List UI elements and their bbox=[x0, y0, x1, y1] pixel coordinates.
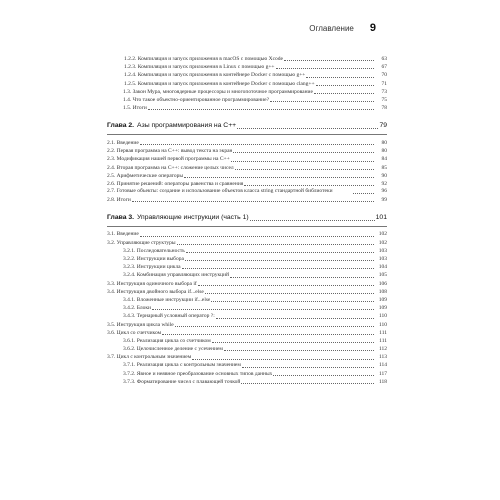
toc-entry[interactable] bbox=[107, 104, 387, 112]
toc-entry[interactable] bbox=[107, 188, 387, 196]
toc-entry-page: 111 bbox=[379, 329, 387, 336]
toc-entry[interactable] bbox=[107, 280, 387, 288]
leader-dots bbox=[140, 144, 374, 145]
toc-entry-label: 2.7. Готовые объекты: создание и использование объектов класса string стандартной библиотеки bbox=[107, 188, 333, 195]
toc-entry-page: 109 bbox=[378, 305, 387, 312]
toc-entry[interactable] bbox=[107, 321, 387, 329]
toc-entry-label: 3.2.3. Инструкции цикла bbox=[123, 264, 181, 271]
chapter-divider bbox=[107, 226, 387, 227]
leader-dots bbox=[212, 342, 374, 343]
toc-entry-page: 75 bbox=[381, 96, 387, 103]
toc-entry[interactable] bbox=[107, 353, 387, 361]
toc-entry[interactable] bbox=[107, 80, 387, 88]
chapter-2-number: Глава 2. bbox=[107, 122, 135, 130]
toc-entry-label: 3.6.1. Реализация цикла со счетчиком bbox=[123, 337, 211, 344]
leader-dots bbox=[314, 93, 374, 94]
toc-entry-label: 2.6. Принятие решений: операторы равенства и сравнения bbox=[107, 180, 244, 187]
leader-dots bbox=[233, 152, 374, 153]
toc-entry-page: 105 bbox=[378, 272, 387, 279]
page-number: 9 bbox=[369, 22, 376, 34]
leader-dots bbox=[224, 350, 374, 351]
toc-entry-page: 114 bbox=[378, 362, 387, 369]
toc-entry[interactable] bbox=[107, 164, 387, 172]
toc-entry-label: 2.5. Арифметические операторы bbox=[107, 172, 184, 179]
toc-entry-page: 112 bbox=[378, 346, 387, 353]
chapter-3-heading[interactable] bbox=[107, 213, 387, 223]
toc-entry-page: 96 bbox=[381, 188, 387, 195]
leader-dots bbox=[284, 60, 374, 61]
toc-entry-page: 73 bbox=[381, 88, 387, 95]
toc-entry[interactable] bbox=[107, 378, 387, 386]
toc-entry-page: 85 bbox=[381, 164, 387, 171]
toc-entry-label: 1.2.3. Компиляция и запуск приложения в Linux с помощью g++ bbox=[124, 64, 275, 71]
leader-dots bbox=[230, 277, 374, 278]
toc-entry-label: 3.2.1. Последовательность bbox=[123, 247, 185, 254]
leader-dots bbox=[198, 285, 374, 286]
toc-entry-label: 2.1. Введение bbox=[107, 139, 139, 146]
toc-entry-page: 84 bbox=[381, 156, 387, 163]
toc-entry[interactable] bbox=[107, 196, 387, 204]
toc-entry[interactable] bbox=[107, 71, 387, 79]
toc-entry[interactable] bbox=[107, 239, 387, 247]
toc-entry-label: 3.7.1. Реализация цикла с контрольным значением bbox=[123, 362, 241, 369]
leader-dots bbox=[140, 236, 374, 237]
toc-entry-page: 110 bbox=[378, 321, 387, 328]
toc-entry-page: 109 bbox=[378, 296, 387, 303]
toc-entry[interactable] bbox=[107, 96, 387, 104]
toc-entry[interactable] bbox=[107, 231, 387, 239]
leader-dots bbox=[237, 128, 378, 129]
toc-entry-label: 3.3. Инструкция одиночного выбора if bbox=[107, 280, 197, 287]
leader-dots bbox=[276, 68, 374, 69]
toc-entry-label: 3.7.3. Форматирование чисел с плавающей точкой bbox=[123, 378, 241, 385]
toc-entry-label: 3.4.2. Блоки bbox=[123, 305, 151, 312]
leader-dots bbox=[316, 85, 374, 86]
toc-entry-page: 102 bbox=[378, 239, 387, 246]
table-of-contents bbox=[107, 55, 387, 386]
page-header bbox=[309, 22, 376, 34]
toc-entry-label: 3.4.3. Тернарный условный оператор ?: bbox=[123, 313, 215, 320]
leader-dots bbox=[235, 169, 374, 170]
toc-entry-label: 3.7.2. Явное и неявное преобразование основных типов данных bbox=[123, 370, 273, 377]
chapter-2-title: Азы программирования на C++ bbox=[137, 122, 237, 130]
toc-entry-label: 3.1. Введение bbox=[107, 231, 139, 238]
toc-entry-page: 80 bbox=[381, 139, 387, 146]
chapter-3-number: Глава 3. bbox=[107, 213, 135, 221]
toc-entry-label: 2.4. Вторая программа на C++: сложение целых чисел bbox=[107, 164, 234, 171]
toc-entry-label: 2.2. Первая программа на C++: вывод текста на экран bbox=[107, 148, 233, 155]
toc-entry-label: 3.5. Инструкция цикла while bbox=[107, 321, 174, 328]
leader-dots bbox=[270, 101, 374, 102]
toc-entry[interactable] bbox=[107, 345, 387, 353]
leader-dots bbox=[182, 268, 374, 269]
toc-entry[interactable] bbox=[107, 247, 387, 255]
toc-entry-page: 117 bbox=[378, 370, 387, 377]
toc-entry[interactable] bbox=[107, 139, 387, 147]
toc-entry-page: 113 bbox=[378, 354, 387, 361]
leader-dots bbox=[152, 309, 374, 310]
running-title: Оглавление bbox=[309, 24, 354, 33]
toc-entry[interactable] bbox=[107, 180, 387, 188]
leader-dots bbox=[177, 244, 374, 245]
toc-entry-page: 103 bbox=[378, 247, 387, 254]
toc-entry-label: 3.4.1. Вложенные инструкции if...else bbox=[123, 296, 211, 303]
leader-dots bbox=[306, 77, 374, 78]
toc-entry-label: 1.3. Закон Мура, многоядерные процессоры и многопоточное программирование bbox=[123, 88, 313, 95]
toc-entry-page: 108 bbox=[378, 288, 387, 295]
toc-entry[interactable] bbox=[107, 271, 387, 279]
toc-entry-page: 71 bbox=[381, 80, 387, 87]
chapter-2-entries bbox=[107, 139, 387, 204]
toc-entry[interactable] bbox=[107, 288, 387, 296]
leader-dots bbox=[241, 383, 374, 384]
toc-entry-page: 80 bbox=[381, 148, 387, 155]
toc-entry-page: 118 bbox=[378, 378, 387, 385]
toc-entry[interactable] bbox=[107, 312, 387, 320]
toc-entry[interactable] bbox=[107, 255, 387, 263]
toc-entry[interactable] bbox=[107, 329, 387, 337]
toc-entry-page: 111 bbox=[379, 337, 387, 344]
toc-entry-label: 3.2.2. Инструкции выбора bbox=[123, 256, 184, 263]
toc-entry-page: 103 bbox=[378, 256, 387, 263]
toc-entry-label: 3.6.2. Целочисленное деление с усечением bbox=[123, 346, 223, 353]
leader-dots bbox=[205, 293, 374, 294]
toc-entry[interactable] bbox=[107, 88, 387, 96]
toc-entry-label: 2.3. Модификация нашей первой программы на C++ bbox=[107, 156, 230, 163]
toc-continued-section bbox=[107, 55, 387, 112]
chapter-2-page: 79 bbox=[379, 122, 387, 130]
leader-dots bbox=[175, 326, 374, 327]
toc-entry-page: 63 bbox=[381, 55, 387, 62]
toc-entry-label: 1.2.4. Компиляция и запуск приложения в контейнере Docker с помощью g++ bbox=[124, 72, 306, 79]
toc-entry-page: 99 bbox=[381, 196, 387, 203]
leader-dots bbox=[244, 185, 374, 186]
toc-entry-label: 1.5. Итоги bbox=[123, 105, 147, 112]
leader-dots bbox=[273, 375, 374, 376]
toc-entry[interactable] bbox=[107, 63, 387, 71]
toc-entry-label: 1.4. Что такое объектно-ориентированное программирование? bbox=[123, 96, 270, 103]
toc-entry[interactable] bbox=[107, 147, 387, 155]
leader-dots bbox=[242, 367, 374, 368]
chapter-3-title: Управляющие инструкции (часть 1) bbox=[137, 213, 249, 221]
leader-dots bbox=[148, 109, 374, 110]
toc-entry[interactable] bbox=[107, 172, 387, 180]
toc-entry-page: 104 bbox=[378, 264, 387, 271]
toc-entry-page: 78 bbox=[381, 105, 387, 112]
leader-dots bbox=[216, 318, 374, 319]
leader-dots bbox=[353, 193, 374, 194]
toc-entry-page: 70 bbox=[381, 72, 387, 79]
leader-dots bbox=[185, 260, 374, 261]
toc-entry-label: 2.8. Итоги bbox=[107, 196, 131, 203]
leader-dots bbox=[231, 161, 374, 162]
chapter-divider bbox=[107, 134, 387, 135]
toc-entry[interactable] bbox=[107, 337, 387, 345]
toc-entry-label: 3.2.4. Комбинация управляющих инструкций bbox=[123, 272, 230, 279]
leader-dots bbox=[192, 359, 374, 360]
leader-dots bbox=[211, 301, 374, 302]
chapter-3-page: 101 bbox=[375, 213, 387, 221]
toc-entry-label: 3.4. Инструкция двойного выбора if...else bbox=[107, 288, 204, 295]
leader-dots bbox=[250, 220, 375, 221]
leader-dots bbox=[132, 201, 374, 202]
toc-entry-page: 67 bbox=[381, 64, 387, 71]
leader-dots bbox=[186, 252, 374, 253]
toc-entry-label: 3.2. Управляющие структуры bbox=[107, 239, 176, 246]
toc-entry-page: 102 bbox=[378, 231, 387, 238]
toc-entry[interactable] bbox=[107, 370, 387, 378]
toc-entry[interactable] bbox=[107, 155, 387, 163]
toc-entry-page: 106 bbox=[378, 280, 387, 287]
leader-dots bbox=[162, 334, 374, 335]
toc-entry-label: 3.7. Цикл с контрольным значением bbox=[107, 354, 192, 361]
toc-entry[interactable] bbox=[107, 263, 387, 271]
leader-dots bbox=[184, 177, 374, 178]
toc-entry-page: 92 bbox=[381, 180, 387, 187]
chapter-3-entries bbox=[107, 231, 387, 387]
toc-entry[interactable] bbox=[107, 362, 387, 370]
chapter-2-heading[interactable] bbox=[107, 121, 387, 131]
toc-entry[interactable] bbox=[107, 55, 387, 63]
toc-entry-label: 1.2.5. Компиляция и запуск приложения в контейнере Docker с помощью clang++ bbox=[124, 80, 315, 87]
toc-entry[interactable] bbox=[107, 304, 387, 312]
toc-entry-page: 90 bbox=[381, 172, 387, 179]
toc-entry-label: 3.6. Цикл со счетчиком bbox=[107, 329, 162, 336]
toc-entry-page: 110 bbox=[378, 313, 387, 320]
toc-entry[interactable] bbox=[107, 296, 387, 304]
toc-entry-label: 1.2.2. Компиляция и запуск приложения в macOS с помощью Xcode bbox=[124, 55, 283, 62]
